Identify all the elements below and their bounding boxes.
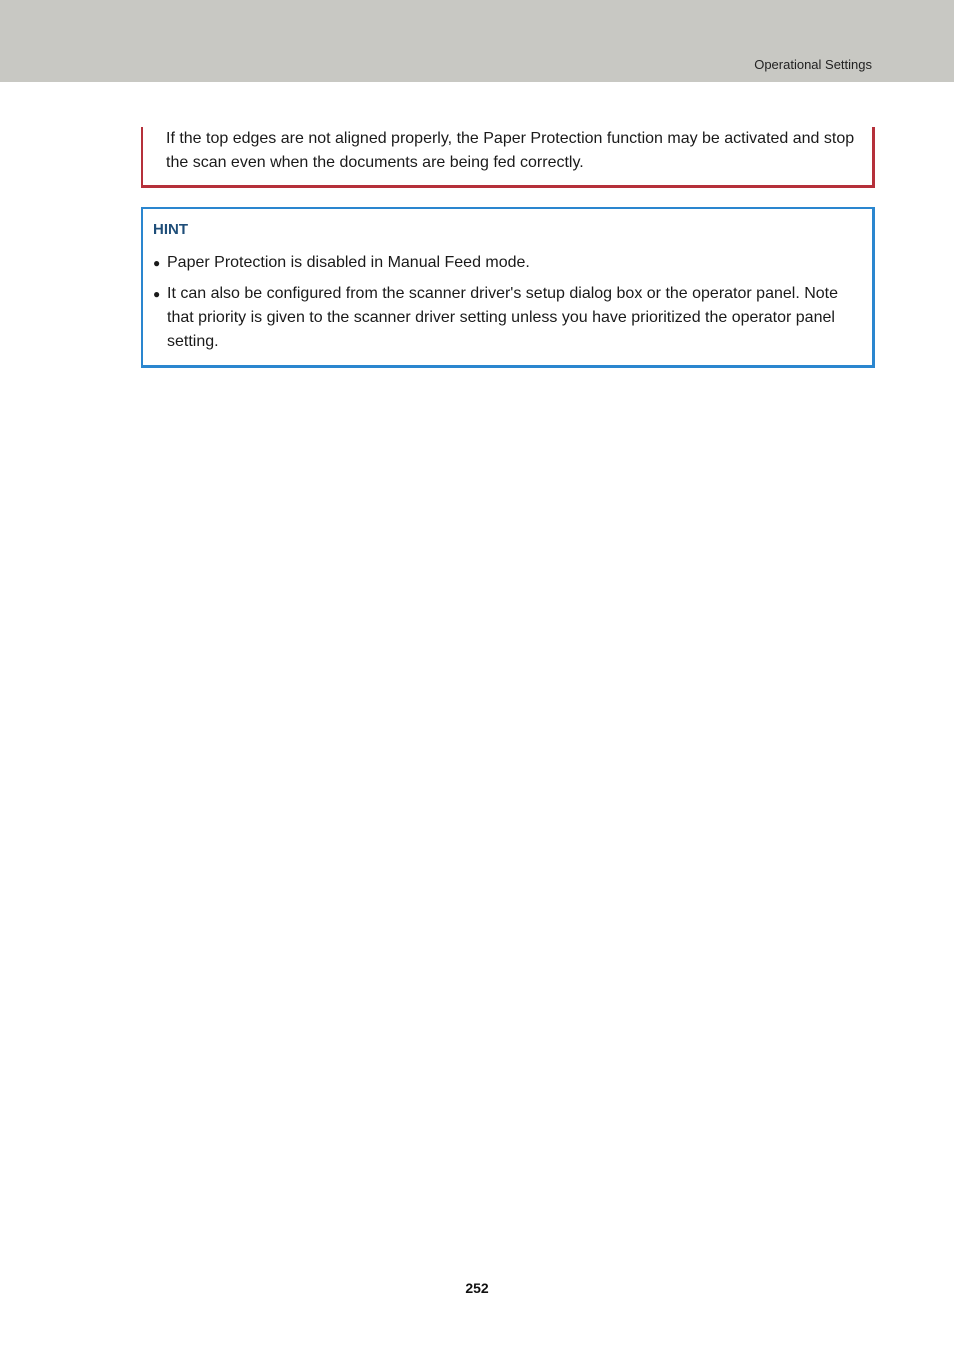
hint-box bbox=[141, 207, 875, 368]
hint-list bbox=[153, 251, 853, 361]
bullet-dot-icon: ● bbox=[153, 287, 161, 301]
page-header bbox=[0, 0, 954, 82]
hint-item-text: Paper Protection is disabled in Manual Feed mode. bbox=[167, 254, 530, 271]
caution-box bbox=[141, 127, 875, 188]
bullet-dot-icon: ● bbox=[153, 256, 161, 270]
caution-text: If the top edges are not aligned properly, the Paper Protection function may be activated and stop the scan even when the documents are being fed correctly. bbox=[166, 130, 855, 171]
hint-title: HINT bbox=[153, 221, 188, 238]
list-item bbox=[153, 282, 853, 354]
list-item bbox=[153, 251, 853, 275]
hint-item-text: It can also be configured from the scanner driver's setup dialog box or the operator panel. Note that priority is given to the scanner driver setting unless you have prioritized the operator panel setting. bbox=[167, 285, 838, 350]
page-number: 252 bbox=[465, 1280, 489, 1296]
section-title: Operational Settings bbox=[754, 57, 872, 72]
